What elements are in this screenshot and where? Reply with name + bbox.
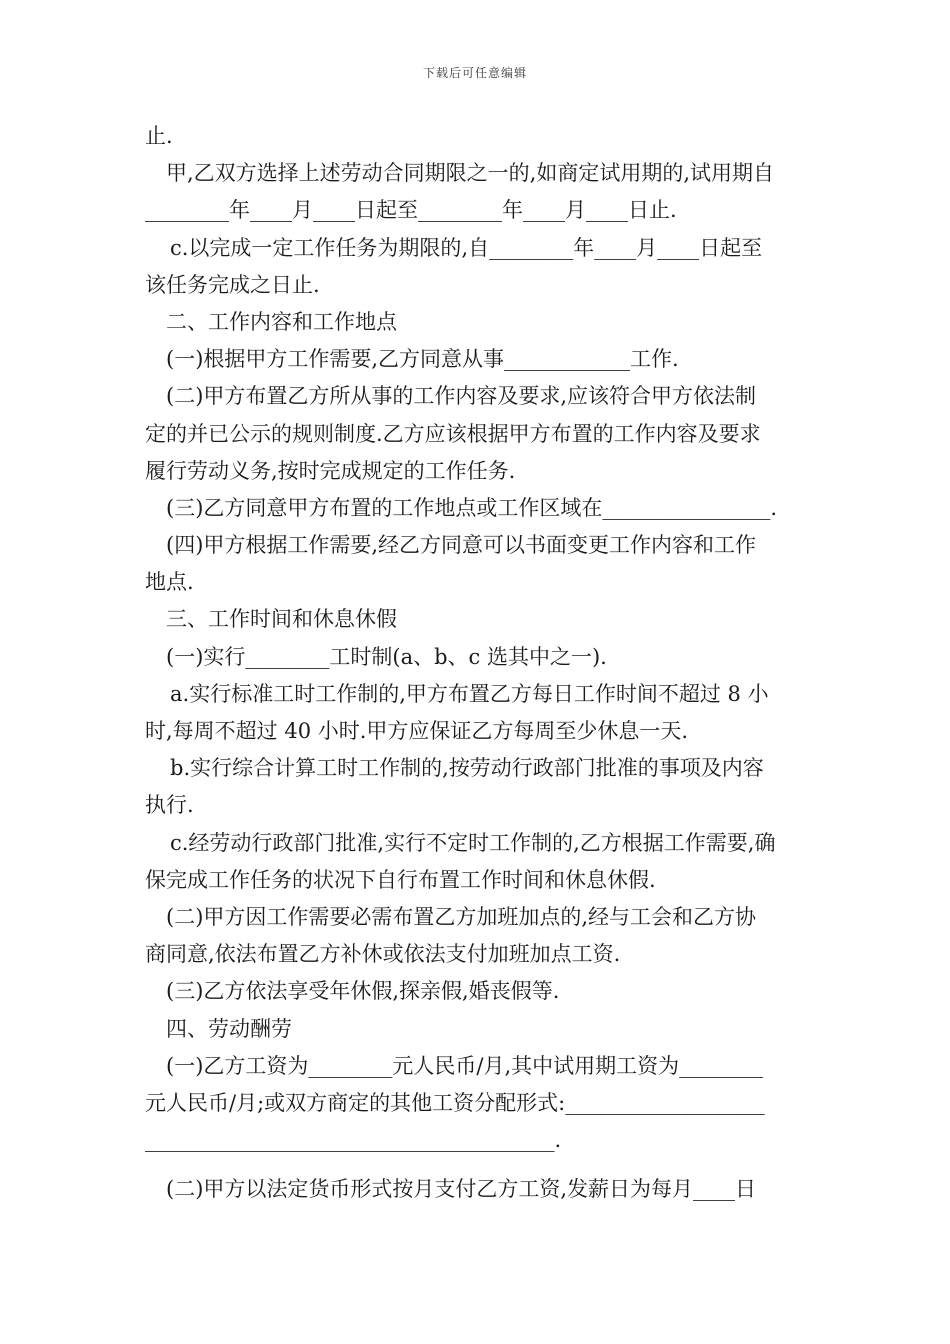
document-body — [145, 118, 807, 1208]
section-heading: 四、劳动酬劳 — [166, 1016, 292, 1041]
text-line: b.实行综合计算工时工作制的,按劳动行政部门批准的事项及内容 — [170, 756, 764, 781]
text-line: (一)实行________工时制(a、b、c 选其中之一). — [166, 644, 607, 669]
text-line: (二)甲方因工作需要必需布置乙方加班加点的,经与工会和乙方协 — [166, 904, 757, 929]
text-line: (三)乙方依法享受年休假,探亲假,婚丧假等. — [166, 979, 560, 1004]
text-line: 时,每周不超过 40 小时.甲方应保证乙方每周至少休息一天. — [145, 719, 689, 743]
paragraph-gap — [145, 1159, 807, 1171]
page-header: 下载后可任意编辑 — [422, 66, 527, 80]
text-line: (二)甲方布置乙方所从事的工作内容及要求,应该符合甲方依法制 — [166, 384, 757, 409]
text-line: c.以完成一定工作任务为期限的,自________年____月____日起至 — [170, 235, 763, 260]
section-heading: 三、工作时间和休息休假 — [166, 607, 397, 632]
text-line: 商同意,依法布置乙方补休或依法支付加班加点工资. — [145, 942, 621, 967]
text-line: a.实行标准工时工作制的,甲方布置乙方每日工作时间不超过 8 小 — [170, 681, 769, 706]
text-line: 执行. — [145, 793, 194, 818]
text-line: (四)甲方根据工作需要,经乙方同意可以书面变更工作内容和工作 — [166, 533, 757, 558]
text-line: (三)乙方同意甲方布置的工作地点或工作区域在________________. — [166, 495, 778, 520]
text-line: (一)乙方工资为________元人民币/月,其中试用期工资为________ — [166, 1053, 764, 1078]
text-line: 甲,乙双方选择上述劳动合同期限之一的,如商定试用期的,试用期自 — [166, 161, 775, 186]
text-line: 该任务完成之日止. — [145, 272, 320, 297]
section-heading: 二、工作内容和工作地点 — [166, 309, 397, 334]
text-line: 保完成工作任务的状况下自行布置工作时间和休息休假. — [145, 867, 656, 892]
text-line: ________年____月____日起至________年____月____日止. — [145, 198, 677, 223]
text-line: (一)根据甲方工作需要,乙方同意从事____________工作. — [166, 347, 679, 372]
text-line: 元人民币/月;或双方商定的其他工资分配形式:___________________ — [145, 1090, 765, 1115]
text-line: 定的并已公示的规则制度.乙方应该根据甲方布置的工作内容及要求 — [145, 421, 761, 446]
text-line: c.经劳动行政部门批准,实行不定时工作制的,乙方根据工作需要,确 — [170, 830, 776, 855]
text-line: 地点. — [145, 570, 194, 595]
text-line: _______________________________________. — [145, 1128, 562, 1153]
text-line: 履行劳动义务,按时完成规定的工作任务. — [145, 458, 516, 483]
text-line: 止. — [145, 124, 173, 148]
text-line: (二)甲方以法定货币形式按月支付乙方工资,发薪日为每月____日 — [166, 1177, 757, 1202]
